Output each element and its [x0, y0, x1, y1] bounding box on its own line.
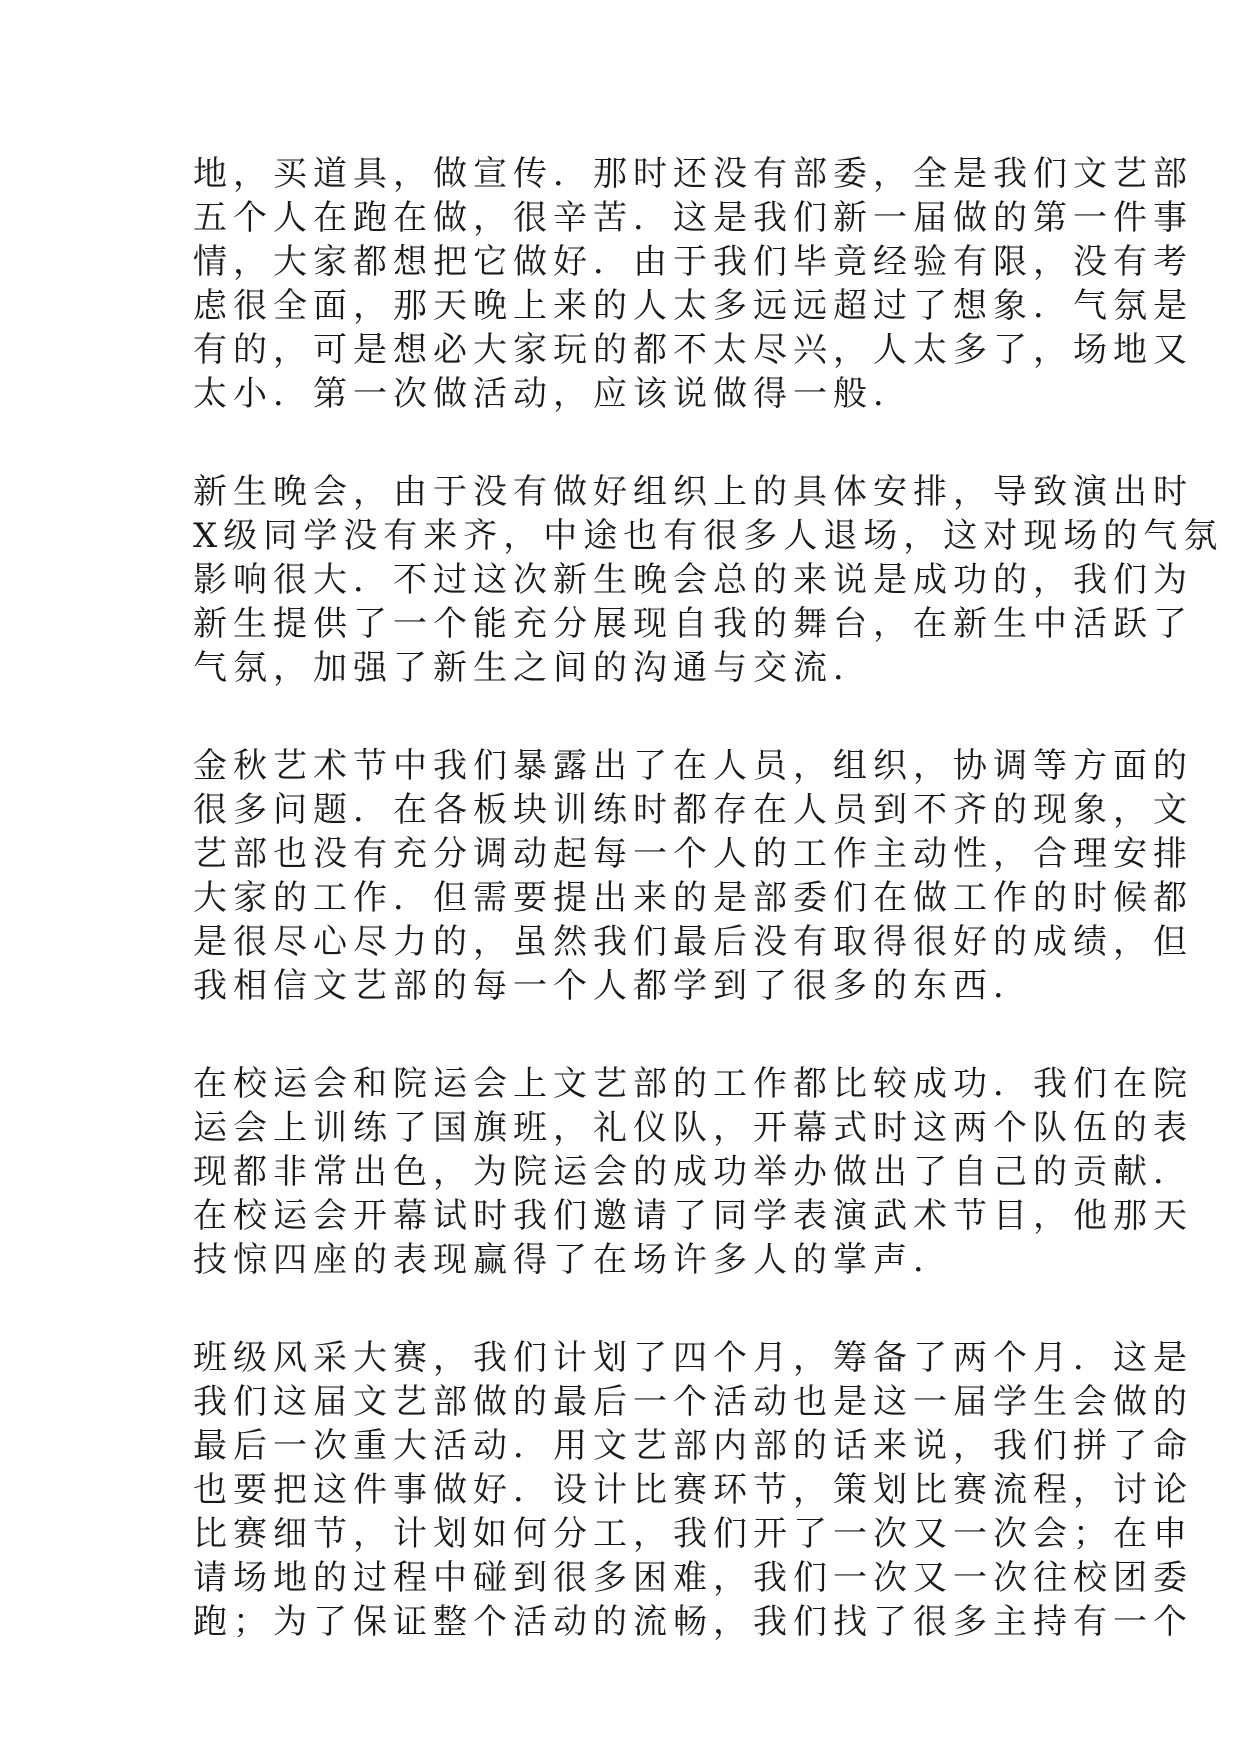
text-line: 技惊四座的表现赢得了在场许多人的掌声．: [193, 1240, 953, 1280]
text-line: 艺部也没有充分调动起每一个人的工作主动性，合理安排: [193, 834, 1193, 874]
text-line: 大家的工作．但需要提出来的是部委们在做工作的时候都: [193, 878, 1193, 918]
text-line: 情，大家都想把它做好．由于我们毕竟经验有限，没有考: [193, 242, 1193, 282]
text-line: 是很尽心尽力的，虽然我们最后没有取得很好的成绩，但: [193, 922, 1193, 962]
text-line: 新生提供了一个能充分展现自我的舞台，在新生中活跃了: [193, 604, 1193, 644]
text-line: 虑很全面，那天晚上来的人太多远远超过了想象．气氛是: [193, 286, 1193, 326]
text-line: 新生晚会，由于没有做好组织上的具体安排，导致演出时: [193, 472, 1193, 512]
text-line: 比赛细节，计划如何分工，我们开了一次又一次会；在申: [193, 1514, 1193, 1554]
text-line: 也要把这件事做好．设计比赛环节，策划比赛流程，讨论: [193, 1470, 1193, 1510]
paragraph: [193, 744, 1193, 1008]
paragraph: [193, 1336, 1193, 1644]
text-line: 在校运会开幕试时我们邀请了同学表演武术节目，他那天: [193, 1196, 1193, 1236]
text-line: 太小．第一次做活动，应该说做得一般．: [193, 374, 913, 414]
text-line: 我相信文艺部的每一个人都学到了很多的东西．: [193, 966, 1033, 1006]
text-line: 现都非常出色，为院运会的成功举办做出了自己的贡献．: [193, 1152, 1193, 1192]
text-line: 我们这届文艺部做的最后一个活动也是这一届学生会做的: [193, 1382, 1193, 1422]
text-line: 跑；为了保证整个活动的流畅，我们找了很多主持有一个: [193, 1602, 1193, 1642]
text-line: 金秋艺术节中我们暴露出了在人员，组织，协调等方面的: [193, 746, 1193, 786]
text-line: 影响很大．不过这次新生晚会总的来说是成功的，我们为: [193, 560, 1193, 600]
text-line: 很多问题．在各板块训练时都存在人员到不齐的现象，文: [193, 790, 1193, 830]
text-line: 运会上训练了国旗班，礼仪队，开幕式时这两个队伍的表: [193, 1108, 1193, 1148]
text-line: 气氛，加强了新生之间的沟通与交流．: [193, 648, 873, 688]
paragraph: [193, 470, 1224, 690]
text-line: 有的，可是想必大家玩的都不太尽兴，人太多了，场地又: [193, 330, 1193, 370]
text-line: 五个人在跑在做，很辛苦．这是我们新一届做的第一件事: [193, 198, 1193, 238]
text-line: X级同学没有来齐，中途也有很多人退场，这对现场的气氛: [193, 516, 1224, 556]
text-line: 在校运会和院运会上文艺部的工作都比较成功．我们在院: [193, 1064, 1193, 1104]
text-line: 最后一次重大活动．用文艺部内部的话来说，我们拼了命: [193, 1426, 1193, 1466]
paragraph: [193, 1062, 1193, 1282]
text-line: 地，买道具，做宣传．那时还没有部委，全是我们文艺部: [193, 154, 1193, 194]
paragraph: [193, 152, 1193, 416]
text-line: 请场地的过程中碰到很多困难，我们一次又一次往校团委: [193, 1558, 1193, 1598]
text-line: 班级风采大赛，我们计划了四个月，筹备了两个月．这是: [193, 1338, 1193, 1378]
